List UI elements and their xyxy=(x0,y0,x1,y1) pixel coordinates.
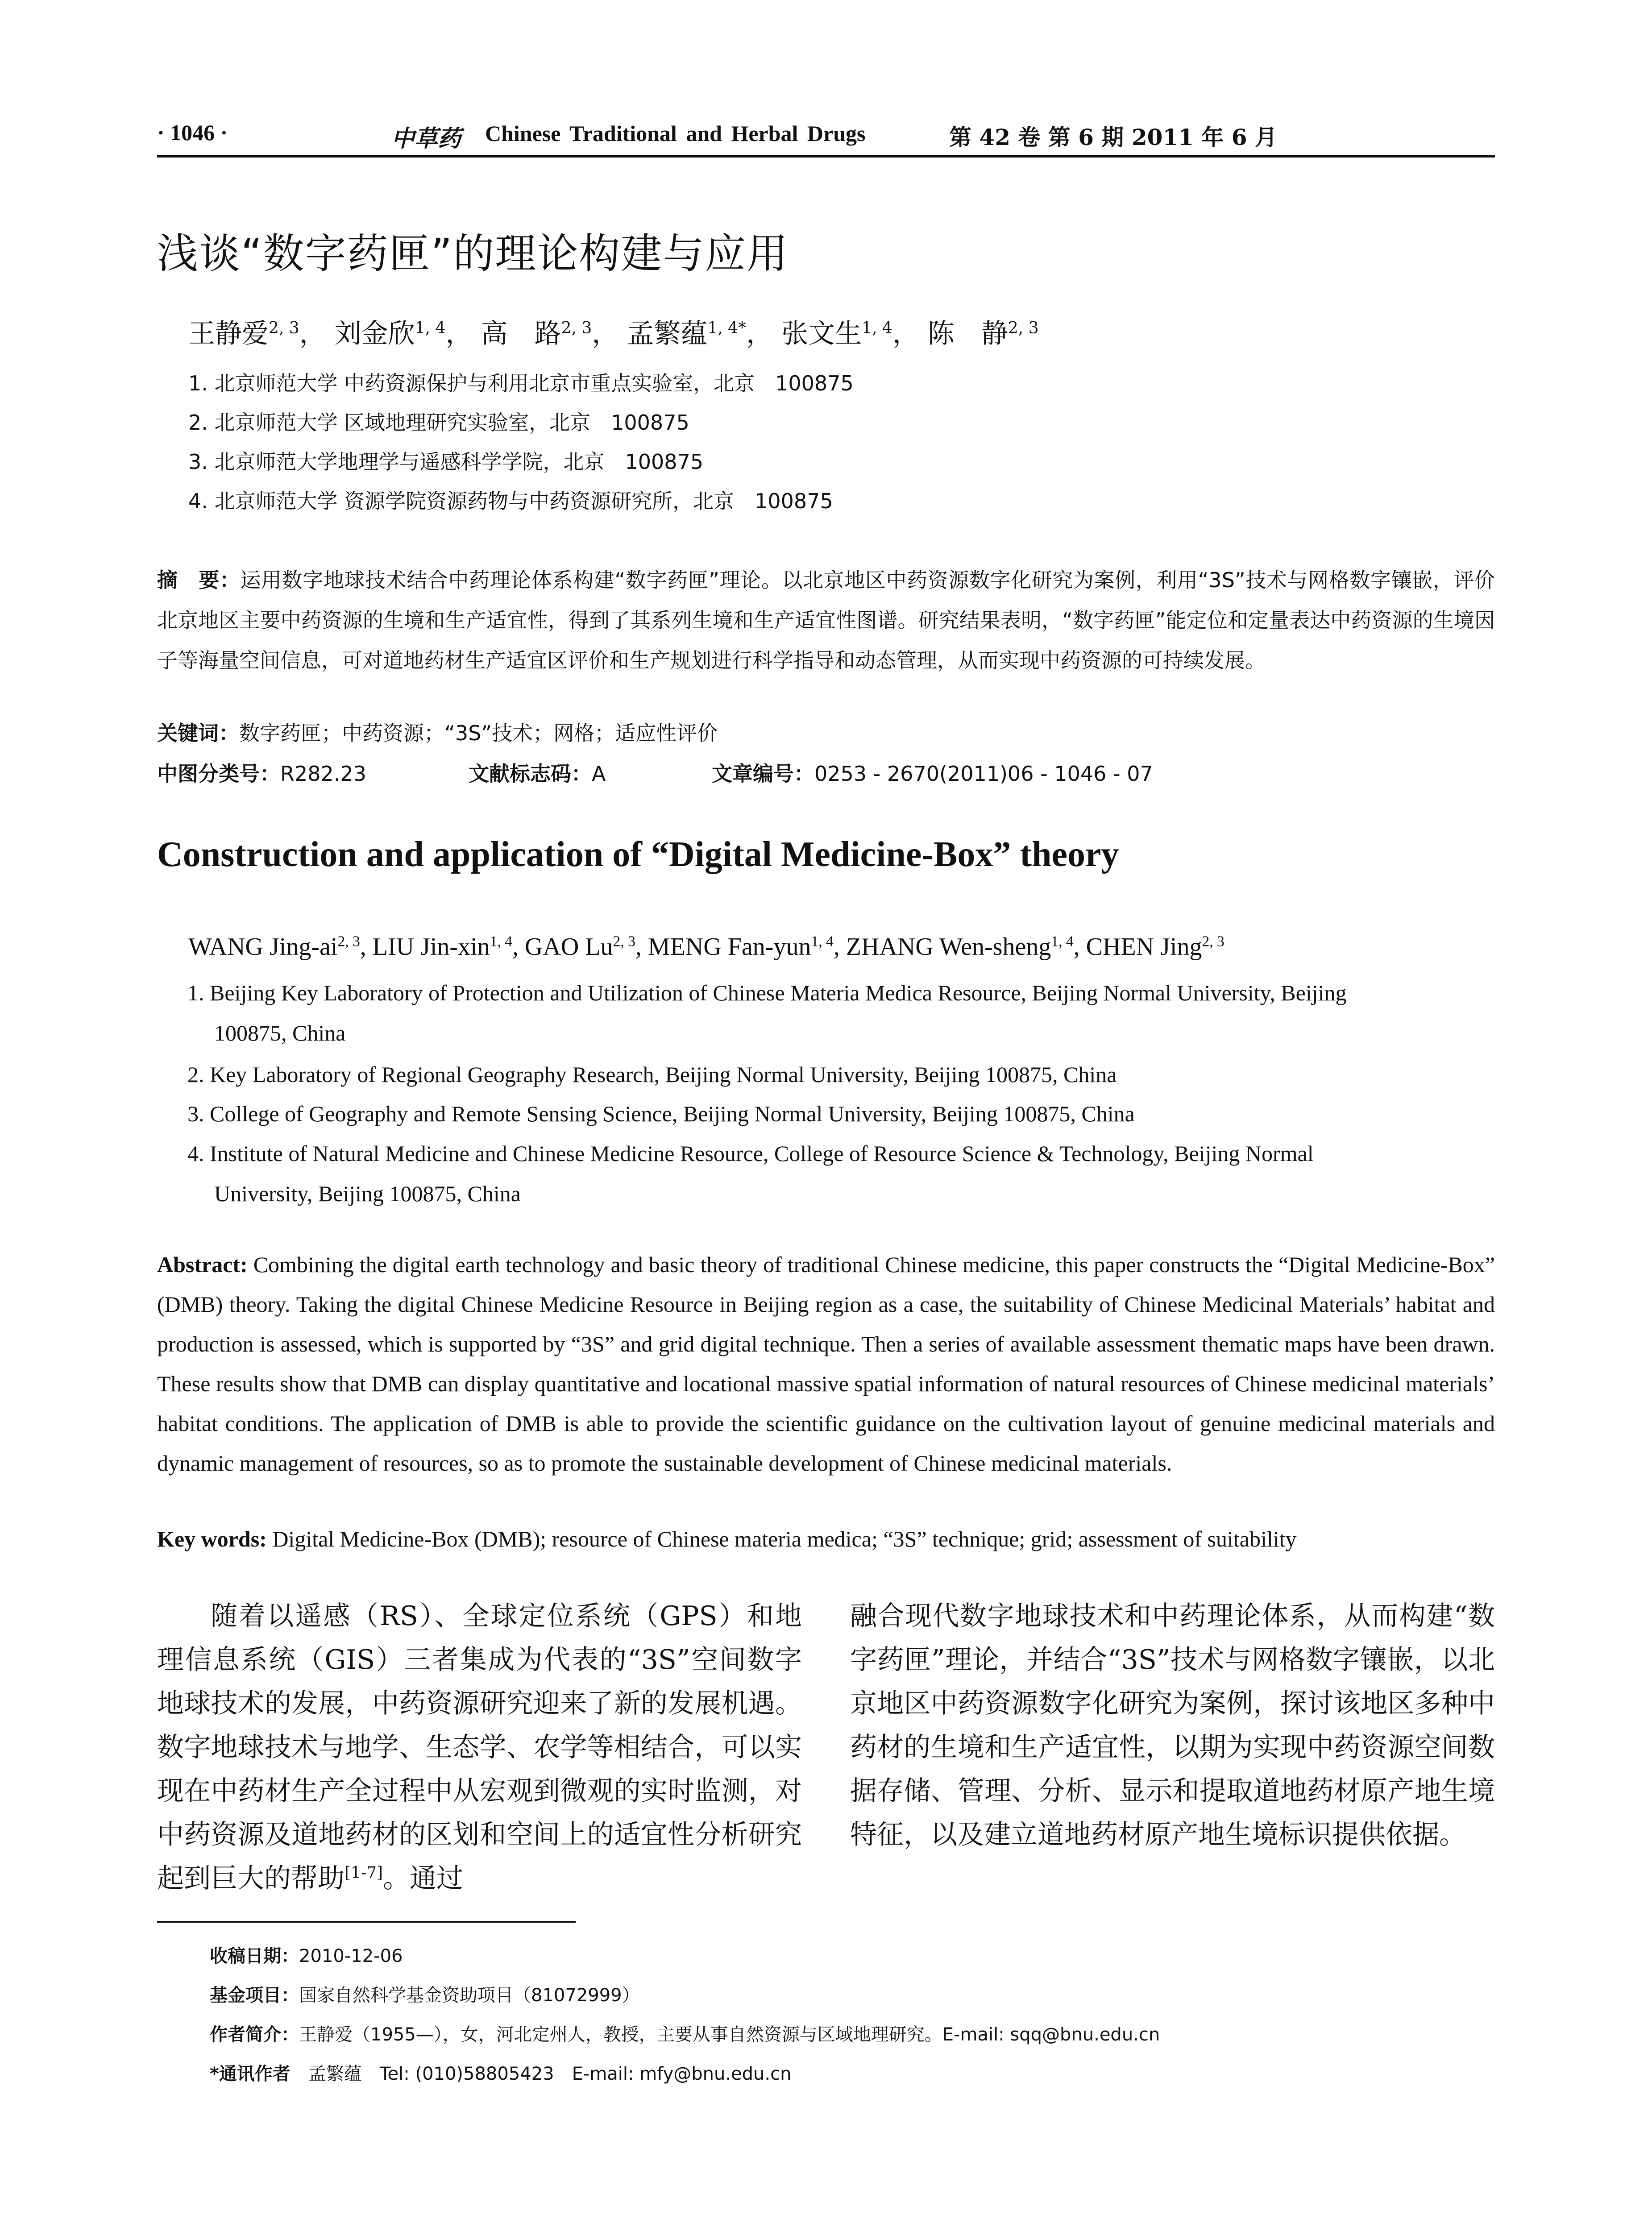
abstract-label-cn: 摘 要： xyxy=(157,568,241,592)
abstract-text-en: Combining the digital earth technology and basic theory of traditional Chinese medicine, this paper constructs the “Digital Medicine-Box” (DMB) theory. Taking the digital Chinese Medicine Resource in Beijing region as a case, the suitability of Chinese Medicinal Materials’ habitat and production is assessed, which is supported by “3S” and grid digital technique. Then a series of available assessment thematic maps have been drawn. These results show that DMB can display quantitative and locational massive spatial information of natural resources of Chinese medicinal materials’ habitat conditions. The application of DMB is able to provide the scientific guidance on the cultivation layout of genuine medicinal materials and dynamic management of resources, so as to promote the sustainable development of Chinese medicinal materials. xyxy=(157,1252,1495,1476)
author-cn: 高 路$^{2, 3}$， xyxy=(481,318,619,349)
footnote-received: 收稿日期：2010-12-06 xyxy=(210,1946,403,1966)
author-en: GAO Lu$^{2, 3}$, xyxy=(525,933,648,961)
author-cn: 张文生$^{1, 4}$， xyxy=(781,318,919,349)
keywords-text-cn: 数字药匣；中药资源；“3S”技术；网格；适应性评价 xyxy=(239,721,718,745)
author-en: MENG Fan-yun$^{1, 4}$, xyxy=(648,933,846,961)
page-number: · 1046 · xyxy=(157,120,228,145)
header-rule xyxy=(157,155,1495,158)
body-column-left: 随着以遥感（RS）、全球定位系统（GPS）和地理信息系统（GIS）三者集成为代表的“3S”空间数字地球技术的发展，中药资源研究迎来了新的发展机遇。数字地球技术与地学、生态学、农学等相结合，可以实现在中药材生产全过程中从宏观到微观的实时监测，对中药资源及道地药材的区划和空间上的适宜性分析研究起到巨大的帮助[1-7]。通过 xyxy=(157,1601,802,1894)
author-cn: 陈 静$^{2, 3}$ xyxy=(927,318,1039,349)
keywords-label-en: Key words: xyxy=(157,1526,267,1551)
keywords-cn xyxy=(157,717,718,746)
citation-ref: [1-7] xyxy=(345,1864,383,1882)
affiliation-cn: 3. 北京师范大学地理学与遥感科学学院，北京 100875 xyxy=(188,450,704,474)
affiliation-en: 1. Beijing Key Laboratory of Protection and Utilization of Chinese Materia Medica Resource, Beijing Normal University, Beijing 100875, China xyxy=(187,980,1347,1045)
keywords-label-cn: 关键词： xyxy=(157,721,239,745)
abstract-en xyxy=(157,1245,1495,1483)
affiliation-en: 4. Institute of Natural Medicine and Chinese Medicine Resource, College of Resource Science & Technology, Beijing Normal University, Beijing 100875, China xyxy=(187,1141,1314,1206)
author-cn: 刘金欣$^{1, 4}$， xyxy=(334,318,473,349)
author-cn: 王静爱$^{2, 3}$， xyxy=(188,318,326,349)
title-cn: 浅谈“数字药匣”的理论构建与应用 xyxy=(157,230,789,278)
author-en: CHEN Jing$^{2, 3}$ xyxy=(1086,933,1224,961)
author-list-cn xyxy=(188,312,1039,351)
journal-name-en: Chinese Traditional and Herbal Drugs xyxy=(485,121,866,146)
footnote-correspondence: *通讯作者 孟繁蕴 Tel: (010)58805423 E-mail: mfy@bnu.edu.cn xyxy=(210,2064,792,2084)
title-en: Construction and application of “Digital Medicine-Box” theory xyxy=(157,835,1119,874)
body-column-right: 融合现代数字地球技术和中药理论体系，从而构建“数字药匣”理论，并结合“3S”技术与网格数字镶嵌，以北京地区中药资源数字化研究为案例，探讨该地区多种中药材的生境和生产适宜性，以期为实现中药资源空间数据存储、管理、分析、显示和提取道地药材原产地生境特征，以及建立道地药材原产地生境标识提供依据。 xyxy=(850,1601,1495,1850)
keywords-en xyxy=(157,1526,1495,1552)
volume-issue: 第 42 卷 第 6 期 2011 年 6 月 xyxy=(949,124,1277,150)
article-number: 文章编号：0253 - 2670(2011)06 - 1046 - 07 xyxy=(712,762,1153,786)
abstract-cn xyxy=(157,560,1495,680)
author-en: ZHANG Wen-sheng$^{1, 4}$, xyxy=(846,933,1086,961)
abstract-text-cn: 运用数字地球技术结合中药理论体系构建“数字药匣”理论。以北京地区中药资源数字化研究为案例，利用“3S”技术与网格数字镶嵌，评价北京地区主要中药资源的生境和生产适宜性，得到了其系列生境和生产适宜性图谱。研究结果表明，“数字药匣”能定位和定量表达中药资源的生境因子等海量空间信息，可对道地药材生产适宜区评价和生产规划进行科学指导和动态管理，从而实现中药资源的可持续发展。 xyxy=(157,568,1495,672)
document-code: 文献标志码：A xyxy=(469,762,606,786)
classification-number: 中图分类号：R282.23 xyxy=(157,762,366,786)
affiliation-en: 3. College of Geography and Remote Sensing Science, Beijing Normal University, Beijing 100875, China xyxy=(187,1101,1135,1126)
footnote-author-bio: 作者简介：王静爱（1955—），女，河北定州人，教授，主要从事自然资源与区域地理研究。E-mail: sqq@bnu.edu.cn xyxy=(210,2024,1160,2045)
author-en: LIU Jin-xin$^{1, 4}$, xyxy=(372,933,525,961)
author-list-en xyxy=(188,933,1224,961)
journal-name-cn: 中草药 xyxy=(391,125,461,152)
affiliation-cn: 1. 北京师范大学 中药资源保护与利用北京市重点实验室，北京 100875 xyxy=(188,371,854,395)
abstract-label-en: Abstract: xyxy=(157,1252,248,1277)
footnote-funding: 基金项目：国家自然科学基金资助项目（81072999） xyxy=(210,1985,640,2006)
affiliation-cn: 4. 北京师范大学 资源学院资源药物与中药资源研究所，北京 100875 xyxy=(188,489,833,513)
affiliation-cn: 2. 北京师范大学 区域地理研究实验室，北京 100875 xyxy=(188,411,689,435)
footnote-rule xyxy=(157,1921,576,1923)
author-en: WANG Jing-ai$^{2, 3}$, xyxy=(188,933,373,961)
keywords-text-en: Digital Medicine-Box (DMB); resource of Chinese materia medica; “3S” technique; grid; assessment of suitability xyxy=(272,1526,1297,1551)
author-cn: 孟繁蕴$^{1, 4*}$， xyxy=(627,318,773,349)
running-header xyxy=(157,120,1495,158)
affiliation-en: 2. Key Laboratory of Regional Geography Research, Beijing Normal University, Beijing 100875, China xyxy=(187,1062,1117,1087)
